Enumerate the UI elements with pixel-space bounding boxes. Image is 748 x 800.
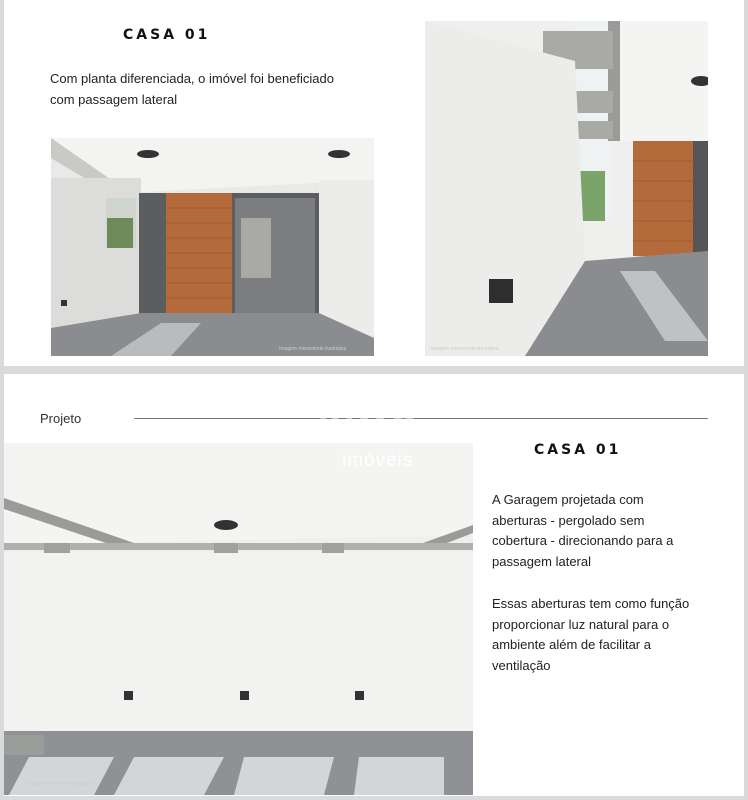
openings-description-line: ventilação: [492, 657, 551, 673]
garage-interior-photo: [4, 443, 473, 795]
page2-caption: Imagem meramente ilustrativa: [26, 781, 94, 787]
page2-heading: CASA 01: [534, 442, 622, 458]
brochure-page-1: [4, 0, 744, 366]
page1-heading: CASA 01: [123, 27, 211, 43]
page1-right-caption: Imagem meramente ilustrativa: [431, 346, 499, 352]
section-label: Projeto: [40, 411, 82, 426]
page1-paragraph-line1: Com planta diferenciada, o imóvel foi beneficiado: [50, 71, 335, 86]
openings-description: [492, 594, 732, 676]
openings-description-line: Essas aberturas tem como função: [492, 596, 690, 611]
page1-paragraph: [50, 68, 390, 110]
garage-front-photo: [51, 138, 374, 356]
watermark-text: imóveis: [342, 450, 414, 471]
watermark-logo: SIMO: [318, 408, 421, 446]
garage-description-line: cobertura - direcionando para a: [492, 533, 674, 548]
garage-description-line: A Garagem projetada com: [492, 492, 644, 507]
garage-description-line: passagem lateral: [492, 553, 591, 569]
openings-description-line: ambiente além de facilitar a: [492, 637, 651, 652]
garage-description: [492, 490, 732, 572]
side-passage-photo: [425, 21, 708, 356]
page1-paragraph-line2: com passagem lateral: [50, 92, 178, 107]
openings-description-line: proporcionar luz natural para o: [492, 616, 670, 632]
section-divider: [134, 418, 708, 419]
page1-left-caption: Imagem meramente ilustrativa: [279, 346, 347, 352]
garage-description-line: aberturas - pergolado sem: [492, 512, 645, 528]
